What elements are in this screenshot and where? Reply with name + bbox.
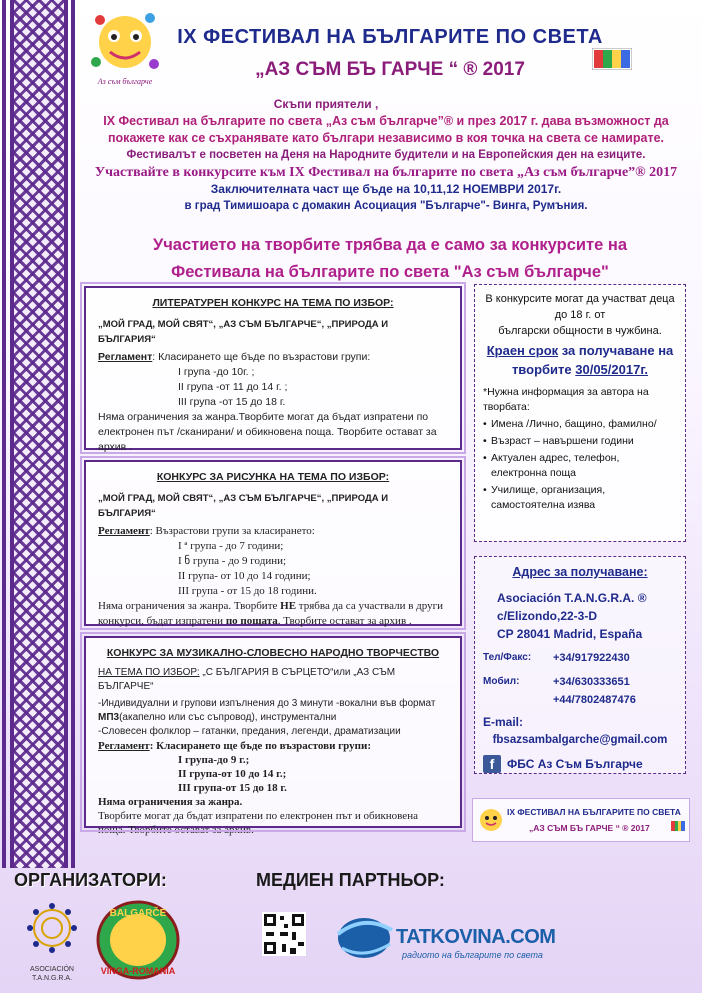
- flags-icon: [671, 821, 685, 831]
- music-rule: -Словесен фолклор – гатанки, предания, легенди, драматизации: [98, 726, 401, 737]
- mini-title: IX ФЕСТИВАЛ НА БЪЛГАРИТЕ ПО СВЕТА: [507, 807, 681, 817]
- embroidery-border-line: [2, 0, 6, 868]
- deadline-text: творбите: [511, 362, 576, 377]
- rules-label: Регламент: [98, 351, 153, 363]
- literature-rules: [98, 350, 448, 365]
- tangra-label: ASOCIACIÓN: [30, 966, 74, 973]
- tatkovina-name: TATKOVINA.COM: [396, 926, 556, 948]
- list-item: • Актуален адрес, телефон, електронна поща: [483, 451, 677, 481]
- music-rule: [98, 697, 448, 725]
- festival-logo: [478, 807, 504, 833]
- list-item: • Възраст – навършени години: [483, 434, 677, 449]
- drawing-title: КОНКУРС ЗА РИСУНКА НА ТЕМА ПО ИЗБОР:: [156, 471, 390, 483]
- notice-line: Участието на творбите трябва да е само за конкурсите на: [152, 236, 628, 254]
- eligibility-text: В конкурсите могат да участват деца: [485, 293, 675, 305]
- age-group: II група- от 10 до 14 години;: [178, 570, 311, 582]
- drawing-rules: [98, 524, 448, 539]
- festival-title: IX ФЕСТИВАЛ НА БЪЛГАРИТЕ ПО СВЕТА: [177, 26, 603, 48]
- music-conditions: Творбите могат да бъдат изпратени по електронен път и обикновена поща. Творбите остават за архив.: [98, 810, 418, 836]
- rules-label: Регламент: [98, 740, 150, 752]
- participate-heading: Участвайте в конкурсите към IX Фестивал на българите по света „Аз съм българче”® 2017: [94, 165, 678, 180]
- final-dates: Заключителната част ще бъде на 10,11,12 НОЕМВРИ 2017г.: [210, 182, 562, 196]
- intro-paragraph: IX Фестивал на българите по света „Аз съм българче”® и през 2017 г. дава възможност да покажете как се съхранявате като българи независимо в коя точка на света се намирате.: [103, 114, 669, 145]
- age-group: III група - от 15 до 18 години.: [178, 585, 317, 597]
- greeting: Скъпи приятели ,: [273, 97, 379, 111]
- list-item: • Училище, организация, самостоятелна изява: [483, 483, 677, 513]
- mobile-row: [483, 691, 677, 709]
- age-group: I ª група - до 7 години;: [178, 540, 284, 552]
- music-no-limit: Няма ограничения за жанра.: [98, 796, 243, 808]
- age-group: I група -до 10г. ;: [178, 366, 255, 378]
- rule-text: -Индивидуални и групови изпълнения до 3 минути -вокални във формат: [98, 698, 436, 709]
- svg-text:Аз съм българче: Аз съм българче: [97, 77, 153, 86]
- notice-line: Фестивала на българите по света "Аз съм българче": [171, 263, 609, 281]
- age-group: III група-от 15 до 18 г.: [178, 782, 287, 794]
- final-location: в град Тимишоара с домакин Асоциация "Българче"- Винга, Румъния.: [184, 200, 588, 212]
- vinga-top-text: BALGARČE: [109, 908, 167, 919]
- conditions-text: Няма ограничения за жанра. Творбите: [98, 600, 281, 612]
- eligibility-box: [474, 284, 686, 542]
- vinga-logo: [94, 898, 182, 982]
- theme-text: „С БЪЛГАРИЯ В СЪРЦЕТО“или „АЗ СЪМ БЪЛГАРЧЕ“: [98, 667, 396, 692]
- mini-subtitle: „АЗ СЪМ БЪ ГАРЧЕ “ ® 2017: [529, 823, 650, 833]
- facebook-link[interactable]: [483, 755, 677, 773]
- facebook-icon: f: [483, 755, 501, 773]
- tangra-label: T.A.N.G.R.A.: [31, 975, 73, 982]
- music-rules: [98, 739, 448, 753]
- globe-icon: [334, 908, 396, 964]
- list-item: • Имена /Лично, бащино, фамилно/: [483, 417, 677, 432]
- eligibility-text: български общности в чужбина.: [498, 325, 662, 337]
- mini-festival-banner: [472, 798, 690, 842]
- rule-text: (акапелно или със съпровод), инструментални: [119, 712, 337, 723]
- address-street: c/Elizondo,22-3-D: [497, 609, 598, 623]
- age-group: I група-до 9 г.;: [178, 754, 250, 766]
- email-label: E-mail:: [483, 715, 524, 729]
- tatkovina-slogan: радиото на българите по света: [402, 950, 543, 960]
- phone-label: Тел/Факс:: [483, 652, 532, 663]
- embroidery-border-line: [71, 0, 75, 868]
- literature-themes: „МОЙ ГРАД, МОЙ СВЯТ“, „АЗ СЪМ БЪЛГАРЧЕ“, „ПРИРОДА И БЪЛГАРИЯ“: [98, 319, 389, 345]
- required-info-list: [483, 417, 677, 513]
- music-contest-box: [84, 636, 462, 836]
- rules-text: : Възрастови групи за класирането:: [149, 525, 315, 537]
- rule-emphasis: МП3: [98, 712, 120, 723]
- rules-text: : Класирането ще бъде по възрастови групи:: [149, 740, 371, 752]
- conditions-emphasis: по пощата: [225, 615, 278, 627]
- tangra-emblem-icon: [24, 898, 80, 960]
- deadline-text: за получаване на: [558, 343, 674, 358]
- eligibility-text: до 18 г. от: [554, 309, 606, 321]
- email-link[interactable]: fbsazsambalgarche@gmail.com: [492, 734, 668, 746]
- required-info-label: *Нужна информация за автора на творбата:: [483, 386, 649, 413]
- mobile-value[interactable]: +44/7802487476: [553, 694, 636, 706]
- theme-label: НА ТЕМА ПО ИЗБОР:: [98, 667, 200, 678]
- phone-value[interactable]: +34/917922430: [553, 652, 630, 664]
- rules-label: Регламент: [98, 525, 150, 537]
- intro-text: [76, 96, 696, 215]
- literature-conditions: Няма ограничения за жанра.Творбите могат да бъдат изпратени по електронен път /сканирани/ и обикновена поща. Творбите остават за архив .: [98, 411, 437, 453]
- deadline-label: Краен срок: [486, 343, 559, 358]
- address-heading: Адрес за получаване:: [512, 565, 648, 579]
- flags-icon: [592, 48, 632, 70]
- mobile-row: [483, 673, 677, 691]
- drawing-conditions: [98, 599, 448, 629]
- address-box: [474, 556, 686, 774]
- notice-heading: [80, 232, 700, 286]
- literature-contest-box: [84, 286, 462, 453]
- age-group: III група -от 15 до 18 г.: [178, 396, 286, 408]
- tangra-logo: [24, 898, 80, 988]
- festival-logo: [86, 6, 164, 90]
- address-city: CP 28041 Madrid, España: [497, 627, 643, 641]
- phone-row: [483, 649, 677, 667]
- festival-header: [170, 26, 610, 81]
- address-org: Asociación T.A.N.G.R.A. ®: [497, 591, 647, 605]
- mobile-label: Мобил:: [483, 676, 520, 687]
- organizers-heading: ОРГАНИЗАТОРИ:: [14, 870, 167, 890]
- age-group: II група-от 10 до 14 г.;: [178, 768, 287, 780]
- music-title: КОНКУРС ЗА МУЗИКАЛНО-СЛОВЕСНО НАРОДНО ТВОРЧЕСТВО: [106, 647, 440, 659]
- festival-subtitle: „АЗ СЪМ БЪ ГАРЧЕ “ ® 2017: [255, 59, 525, 80]
- tatkovina-logo[interactable]: [334, 906, 564, 968]
- rules-text: : Класирането ще бъде по възрастови групи:: [152, 351, 371, 363]
- deadline-date: 30/05/2017г.: [575, 362, 649, 377]
- literature-title: ЛИТЕРАТУРЕН КОНКУРС НА ТЕМА ПО ИЗБОР:: [152, 297, 394, 309]
- media-partner-heading: МЕДИЕН ПАРТНЬОР:: [256, 870, 445, 890]
- drawing-contest-box: [84, 460, 462, 626]
- dedication-text: Фестивалът е посветен на Деня на Народните будители и на Европейския ден на езиците.: [126, 149, 646, 161]
- vinga-bottom-text: VINGA-ROMANIA: [100, 966, 176, 976]
- age-group: I ნ група - до 9 години;: [178, 555, 287, 567]
- conditions-emphasis: НЕ: [280, 600, 297, 612]
- drawing-themes: „МОЙ ГРАД, МОЙ СВЯТ“, „АЗ СЪМ БЪЛГАРЧЕ“, „ПРИРОДА И БЪЛГАРИЯ“: [98, 493, 389, 519]
- conditions-text: трябва да са участвали в други конкурси, бъдат изпратени: [98, 600, 444, 627]
- music-theme: [98, 666, 448, 694]
- age-group: II група -от 11 до 14 г. ;: [178, 381, 288, 393]
- embroidery-border: [10, 0, 68, 868]
- deadline: [483, 341, 677, 379]
- qr-code-icon: [262, 912, 306, 956]
- mobile-value[interactable]: +34/630333651: [553, 676, 630, 688]
- conditions-text: . Творбите остават за архив .: [277, 615, 412, 627]
- facebook-label: ФБС Аз Съм Българче: [507, 757, 643, 771]
